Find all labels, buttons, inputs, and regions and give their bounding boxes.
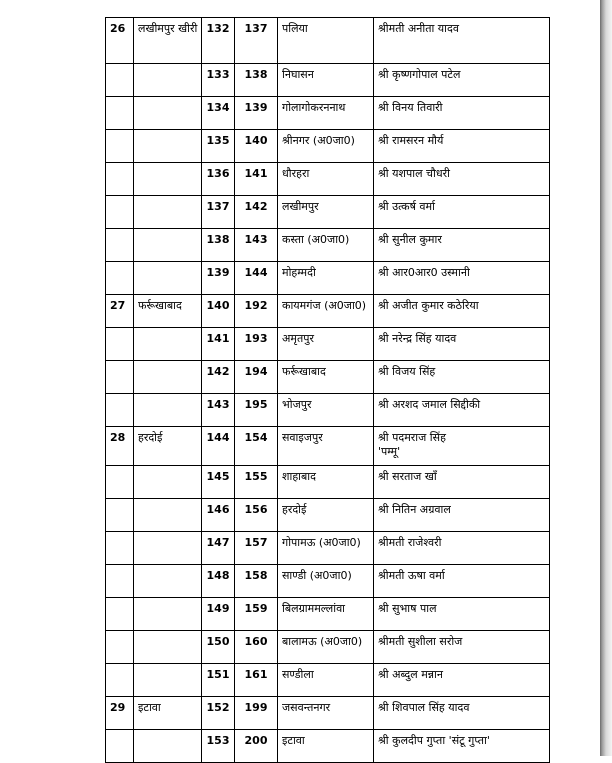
member-name: श्री रामसरन मौर्य: [374, 130, 550, 163]
serial-number: 147: [202, 532, 235, 565]
district-name: [134, 196, 202, 229]
constituency-number: 193: [235, 328, 278, 361]
district-number: [106, 631, 134, 664]
constituency-number: 154: [235, 427, 278, 466]
district-number: [106, 229, 134, 262]
constituency-number: 159: [235, 598, 278, 631]
member-name: श्री उत्कर्ष वर्मा: [374, 196, 550, 229]
table-row: [106, 262, 550, 295]
serial-number: 146: [202, 499, 235, 532]
constituency-number: 160: [235, 631, 278, 664]
constituency-number: 138: [235, 64, 278, 97]
table-row: [106, 18, 550, 64]
district-name: [134, 664, 202, 697]
district-number: [106, 130, 134, 163]
table-row: [106, 361, 550, 394]
serial-number: 143: [202, 394, 235, 427]
table-row: [106, 427, 550, 466]
district-name: [134, 730, 202, 763]
constituency-name: कायमगंज (अ0जा0): [278, 295, 374, 328]
serial-number: 153: [202, 730, 235, 763]
serial-number: 149: [202, 598, 235, 631]
table-body: [106, 18, 550, 763]
serial-number: 138: [202, 229, 235, 262]
table-row: [106, 163, 550, 196]
table-row: [106, 466, 550, 499]
district-number: [106, 196, 134, 229]
constituency-name: निघासन: [278, 64, 374, 97]
member-name: श्रीमती अनीता यादव: [374, 18, 550, 64]
serial-number: 152: [202, 697, 235, 730]
district-number: [106, 64, 134, 97]
member-name: श्री अब्दुल मन्नान: [374, 664, 550, 697]
table-row: [106, 328, 550, 361]
serial-number: 140: [202, 295, 235, 328]
constituency-number: 161: [235, 664, 278, 697]
district-name: [134, 631, 202, 664]
member-name: श्री सुनील कुमार: [374, 229, 550, 262]
constituency-number: 142: [235, 196, 278, 229]
constituency-number: 155: [235, 466, 278, 499]
serial-number: 137: [202, 196, 235, 229]
constituency-name: अमृतपुर: [278, 328, 374, 361]
district-name: [134, 262, 202, 295]
constituency-number: 156: [235, 499, 278, 532]
table-row: [106, 532, 550, 565]
constituency-number: 137: [235, 18, 278, 64]
constituency-name: बालामऊ (अ0जा0): [278, 631, 374, 664]
serial-number: 132: [202, 18, 235, 64]
constituency-number: 158: [235, 565, 278, 598]
district-number: 29: [106, 697, 134, 730]
serial-number: 135: [202, 130, 235, 163]
serial-number: 142: [202, 361, 235, 394]
district-name: [134, 163, 202, 196]
table-row: [106, 97, 550, 130]
table-row: [106, 664, 550, 697]
constituency-name: जसवन्तनगर: [278, 697, 374, 730]
member-name-line1: श्री पदमराज सिंह: [378, 431, 446, 444]
district-name: [134, 328, 202, 361]
constituency-name: धौरहरा: [278, 163, 374, 196]
district-number: 28: [106, 427, 134, 466]
district-number: [106, 466, 134, 499]
constituency-name: पलिया: [278, 18, 374, 64]
constituency-name: शाहाबाद: [278, 466, 374, 499]
constituency-number: 140: [235, 130, 278, 163]
serial-number: 141: [202, 328, 235, 361]
constituency-number: 139: [235, 97, 278, 130]
member-name: श्रीमती राजेश्वरी: [374, 532, 550, 565]
serial-number: 145: [202, 466, 235, 499]
constituency-number: 144: [235, 262, 278, 295]
member-name: [374, 427, 550, 466]
constituency-number: 143: [235, 229, 278, 262]
table-row: [106, 730, 550, 763]
table-row: [106, 394, 550, 427]
district-number: [106, 565, 134, 598]
district-number: [106, 97, 134, 130]
constituency-name: कस्ता (अ0जा0): [278, 229, 374, 262]
district-name: [134, 64, 202, 97]
constituency-number: 195: [235, 394, 278, 427]
constituency-name: भोजपुर: [278, 394, 374, 427]
table-row: [106, 565, 550, 598]
constituency-table: [105, 17, 550, 763]
member-name: श्री अरशद जमाल सिद्दीकी: [374, 394, 550, 427]
district-name: [134, 361, 202, 394]
district-number: [106, 664, 134, 697]
district-number: [106, 328, 134, 361]
serial-number: 150: [202, 631, 235, 664]
constituency-number: 194: [235, 361, 278, 394]
district-number: [106, 499, 134, 532]
table-row: [106, 64, 550, 97]
district-name: [134, 466, 202, 499]
constituency-name: हरदोई: [278, 499, 374, 532]
district-number: [106, 361, 134, 394]
district-name: [134, 130, 202, 163]
district-name: हरदोई: [134, 427, 202, 466]
member-name: श्री सुभाष पाल: [374, 598, 550, 631]
district-number: [106, 394, 134, 427]
member-name: श्री कुलदीप गुप्ता 'संटू गुप्ता': [374, 730, 550, 763]
table-row: [106, 598, 550, 631]
district-number: [106, 598, 134, 631]
member-name: श्री नितिन अग्रवाल: [374, 499, 550, 532]
serial-number: 134: [202, 97, 235, 130]
constituency-name: गोलागोकरननाथ: [278, 97, 374, 130]
district-name: इटावा: [134, 697, 202, 730]
constituency-name: श्रीनगर (अ0जा0): [278, 130, 374, 163]
constituency-name: सण्डीला: [278, 664, 374, 697]
table-row: [106, 631, 550, 664]
member-name: श्री यशपाल चौधरी: [374, 163, 550, 196]
district-name: लखीमपुर खीरी: [134, 18, 202, 64]
table-row: [106, 295, 550, 328]
member-name: श्री सरताज खाँ: [374, 466, 550, 499]
district-number: 27: [106, 295, 134, 328]
member-name: श्रीमती ऊषा वर्मा: [374, 565, 550, 598]
serial-number: 136: [202, 163, 235, 196]
district-name: [134, 565, 202, 598]
serial-number: 151: [202, 664, 235, 697]
constituency-name: लखीमपुर: [278, 196, 374, 229]
constituency-name: मोहम्मदी: [278, 262, 374, 295]
constituency-number: 192: [235, 295, 278, 328]
member-name: श्री अजीत कुमार कठेरिया: [374, 295, 550, 328]
district-number: [106, 262, 134, 295]
serial-number: 139: [202, 262, 235, 295]
constituency-number: 157: [235, 532, 278, 565]
district-number: [106, 163, 134, 196]
serial-number: 144: [202, 427, 235, 466]
constituency-number: 200: [235, 730, 278, 763]
member-name-line2: 'पम्मू': [378, 445, 401, 458]
member-name: श्री नरेन्द्र सिंह यादव: [374, 328, 550, 361]
table-row: [106, 229, 550, 262]
constituency-name: गोपामऊ (अ0जा0): [278, 532, 374, 565]
district-name: [134, 229, 202, 262]
district-name: [134, 598, 202, 631]
table-row: [106, 697, 550, 730]
district-name: [134, 394, 202, 427]
district-name: [134, 97, 202, 130]
serial-number: 133: [202, 64, 235, 97]
district-number: [106, 730, 134, 763]
constituency-name: फर्रूखाबाद: [278, 361, 374, 394]
member-name: श्री विजय सिंह: [374, 361, 550, 394]
constituency-number: 199: [235, 697, 278, 730]
serial-number: 148: [202, 565, 235, 598]
member-name: श्री कृष्णगोपाल पटेल: [374, 64, 550, 97]
table-row: [106, 499, 550, 532]
constituency-name: इटावा: [278, 730, 374, 763]
constituency-name: सवाइजपुर: [278, 427, 374, 466]
table-row: [106, 130, 550, 163]
district-number: 26: [106, 18, 134, 64]
member-name: श्री आर0आर0 उस्मानी: [374, 262, 550, 295]
constituency-name: साण्डी (अ0जा0): [278, 565, 374, 598]
constituency-name: बिलग्राममल्लांवा: [278, 598, 374, 631]
member-name: श्री विनय तिवारी: [374, 97, 550, 130]
member-name: श्री शिवपाल सिंह यादव: [374, 697, 550, 730]
district-number: [106, 532, 134, 565]
constituency-number: 141: [235, 163, 278, 196]
district-name: [134, 499, 202, 532]
district-name: फर्रूखाबाद: [134, 295, 202, 328]
page-edge-shadow: [600, 0, 612, 756]
district-name: [134, 532, 202, 565]
table-row: [106, 196, 550, 229]
member-name: श्रीमती सुशीला सरोज: [374, 631, 550, 664]
